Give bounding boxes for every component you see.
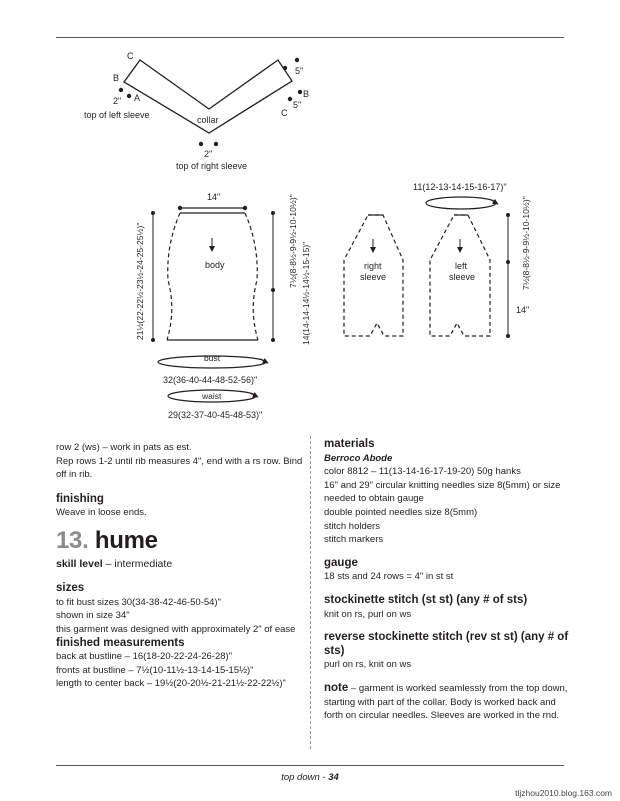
row2-text: row 2 (ws) – work in pats as est.: [56, 442, 192, 453]
collar-letter-a: A: [134, 93, 141, 103]
pattern-name: hume: [94, 526, 158, 554]
sleeve-top-circ: 11(12-13-14-15-16-17)": [413, 182, 507, 192]
collar-letter-c-left: C: [127, 51, 134, 61]
right-sleeve-label-2: sleeve: [360, 272, 387, 282]
finished-line-2: fronts at bustline – 7½(10-11½-13-14-15-15½)": [56, 664, 254, 676]
finishing-heading: finishing: [56, 492, 104, 505]
collar-dim-dots: [119, 58, 302, 146]
gauge-text: 18 sts and 24 rows = 4" in st st: [324, 571, 454, 583]
note-line-1-row: [324, 682, 574, 696]
page-number: 34: [328, 772, 339, 783]
collar-letter-c-right: C: [281, 108, 288, 118]
body-left-height: 21½(22-22½-23½-24-25-25½)": [135, 222, 145, 340]
bust-value: 32(36-40-44-48-52-56)": [163, 375, 258, 385]
label-top-of-right-sleeve: top of right sleeve: [176, 161, 248, 171]
sizes-line-2: shown in size 34": [56, 610, 130, 622]
skill-value: – intermediate: [102, 557, 173, 570]
skill-level: [56, 558, 306, 572]
note-line-3: forth on circular needles. Sleeves are worked in the rnd.: [324, 710, 559, 722]
finished-line-3: length to center back – 19½(20-20½-21-21½-22-22½)": [56, 678, 286, 690]
yarn-name: Berroco Abode: [324, 452, 393, 464]
waist-value: 29(32-37-40-45-48-53)": [168, 410, 263, 420]
finishing-text: Weave in loose ends.: [56, 507, 147, 519]
left-column: [56, 441, 306, 691]
body-width-top: 14": [207, 192, 221, 202]
materials-heading: materials: [324, 438, 375, 450]
waist-label: waist: [202, 391, 222, 401]
materials-line-4: double pointed needles size 8(5mm): [324, 506, 478, 518]
sleeve-lower-dim: 14": [516, 305, 530, 315]
finished-line-1: back at bustline – 16(18-20-22-24-26-28)": [56, 651, 233, 663]
right-sleeve-label-1: right: [364, 261, 382, 271]
pattern-title: [56, 526, 306, 554]
stst-heading: stockinette stitch (st st) (any # of sts): [324, 593, 528, 606]
gauge-heading: gauge: [324, 556, 358, 569]
revst-text: purl on rs, knit on ws: [324, 659, 412, 671]
label-top-of-left-sleeve: top of left sleeve: [84, 110, 150, 120]
stst-text: knit on rs, purl on ws: [324, 608, 412, 620]
collar-dim-right-bottom: 5": [293, 100, 302, 110]
page-footer: [0, 772, 620, 783]
note-line-1: – garment is worked seamlessly from the top down,: [348, 682, 568, 694]
collar-dim-bottom: 2": [204, 149, 213, 159]
watermark: tljzhou2010.blog.163.com: [515, 788, 612, 798]
body-outline-left: [167, 213, 180, 340]
column-divider: [310, 436, 311, 749]
body-right-upper: 7½(8-8½-9-9½-10-10½)": [288, 194, 298, 288]
body-label: body: [205, 260, 225, 270]
materials-line-1: color 8812 – 11(13-14-16-17-19-20) 50g hanks: [324, 466, 521, 478]
bust-label: bust: [204, 353, 221, 363]
footer-section: top down -: [281, 772, 329, 783]
rep-text-1: Rep rows 1-2 until rib measures 4", end with a rs row. Bind: [56, 455, 303, 467]
bottom-rule: [56, 765, 564, 766]
sleeves-schematic: [344, 182, 531, 338]
collar-letter-b-left: B: [113, 73, 120, 83]
rep-text-2: off in rib.: [56, 469, 93, 481]
left-sleeve-label-1: left: [455, 261, 468, 271]
collar-letter-b-right: B: [303, 89, 310, 99]
note-line-2: starting with part of the collar. Body is worked back and: [324, 696, 556, 708]
sizes-heading: sizes: [56, 582, 85, 595]
materials-line-5: stitch holders: [324, 520, 380, 532]
note-heading: note: [324, 681, 349, 694]
materials-line-3: needed to obtain gauge: [324, 493, 424, 505]
collar-dim-right-top: 5": [295, 66, 304, 76]
collar-schematic: [84, 51, 309, 171]
sleeve-upper-dim: 7½(8-8½-9-9½-10-10½)": [521, 196, 531, 290]
finished-heading: finished measurements: [56, 636, 185, 649]
pattern-number: 13.: [56, 526, 89, 554]
collar-label: collar: [197, 115, 219, 125]
right-column: [324, 438, 574, 723]
materials-line-2: 16" and 29" circular knitting needles size 8(5mm) or size: [324, 479, 561, 491]
sizes-line-3: this garment was designed with approximately 2" of ease: [56, 623, 296, 635]
revst-heading: reverse stockinette stitch (rev st st) (any # of sts): [324, 631, 569, 657]
materials-line-6: stitch markers: [324, 534, 384, 546]
collar-dim-left: 2": [113, 96, 122, 106]
sizes-line-1: to fit bust sizes 30(34-38-42-46-50-54)": [56, 596, 221, 608]
left-sleeve-label-2: sleeve: [449, 272, 476, 282]
skill-heading: skill level: [56, 557, 103, 570]
sleeve-top-ellipse: [426, 197, 496, 209]
body-right-lower: 14(14-14-14½-14½-15-15)": [301, 241, 311, 345]
body-outline-right: [245, 213, 258, 340]
body-schematic: [135, 192, 311, 420]
